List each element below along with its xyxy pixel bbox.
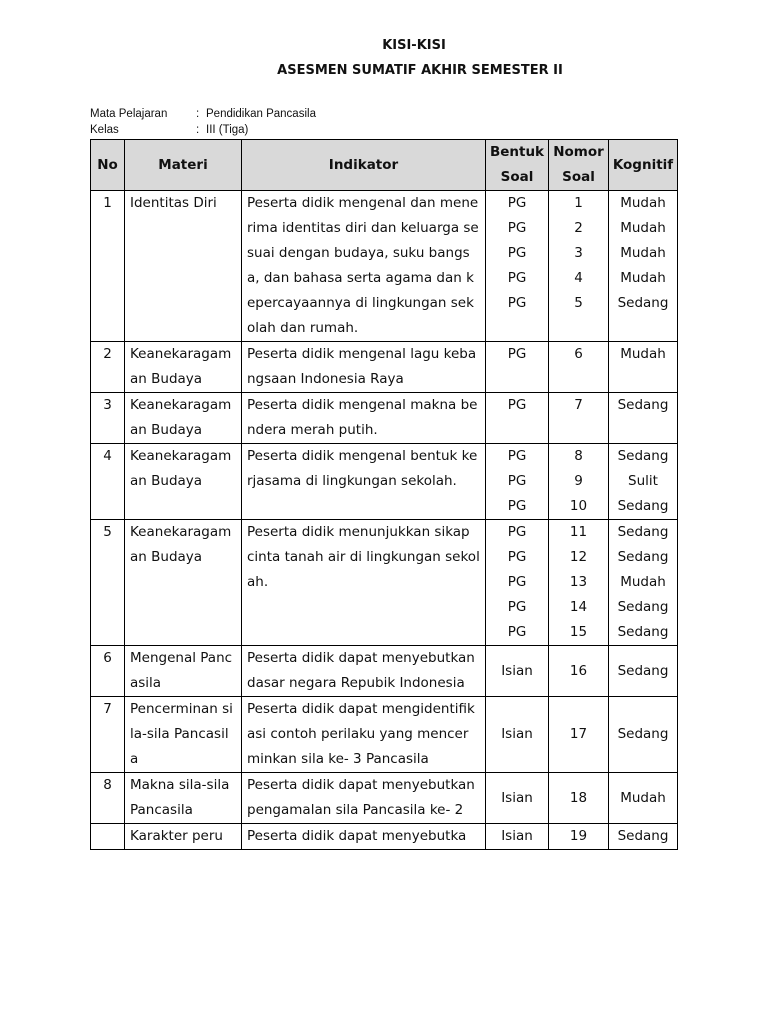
kognitif-value: Sedang [617,828,669,844]
row-kognitif [609,342,678,393]
table-row [91,393,678,444]
header-nomor-soal: Nomor Soal [549,140,609,191]
row-bentuk [486,444,549,520]
row-indikator: Peserta didik menunjukkan sikap cinta tanah air di lingkungan sekolah. [242,520,486,646]
nomor-value: 7 [574,397,583,413]
kognitif-value: Mudah [620,195,666,211]
kognitif-value: Mudah [620,574,666,590]
row-nomor [549,342,609,393]
row-number: 2 [91,342,125,393]
bentuk-value: PG [507,245,527,261]
nomor-value: 9 [574,473,583,489]
nomor-value: 18 [569,789,588,806]
bentuk-value: PG [507,473,527,489]
row-kognitif [609,697,678,773]
bentuk-value: PG [507,195,527,211]
row-bentuk [486,393,549,444]
nomor-value: 13 [569,574,588,590]
nomor-value: 6 [574,346,583,362]
kognitif-value: Sedang [617,599,669,615]
row-materi: Makna sila-sila Pancasila [125,773,242,824]
meta-value: III (Tiga) [206,124,249,136]
bentuk-value: PG [507,574,527,590]
kognitif-value: Sedang [617,397,669,413]
row-number: 6 [91,646,125,697]
kognitif-value: Mudah [620,270,666,286]
row-indikator: Peserta didik dapat mengidentifikasi contoh perilaku yang mencerminkan sila ke- 3 Pancasila [242,697,486,773]
meta-value: Pendidikan Pancasila [206,108,316,120]
row-kognitif [609,393,678,444]
bentuk-value: PG [507,346,527,362]
meta-label: Kelas [90,124,119,136]
row-kognitif [609,824,678,850]
bentuk-value: PG [507,295,527,311]
bentuk-value: PG [507,397,527,413]
kisi-kisi-table [90,139,678,850]
kognitif-value: Sedang [617,662,669,679]
bentuk-value: PG [507,549,527,565]
bentuk-value: PG [507,498,527,514]
row-bentuk [486,342,549,393]
nomor-value: 3 [574,245,583,261]
bentuk-value: PG [507,624,527,640]
table-header-row [91,140,678,191]
row-kognitif [609,444,678,520]
document-title: KISI-KISI [382,38,446,53]
table-row [91,191,678,342]
row-nomor [549,773,609,824]
row-number: 7 [91,697,125,773]
nomor-value: 14 [569,599,588,615]
row-number: 3 [91,393,125,444]
row-number: 8 [91,773,125,824]
row-materi: Mengenal Pancasila [125,646,242,697]
row-number: 4 [91,444,125,520]
row-materi: Keanekaragaman Budaya [125,520,242,646]
bentuk-value: PG [507,270,527,286]
header-no: No [91,140,125,191]
bentuk-value: Isian [501,726,533,742]
document-subtitle: ASESMEN SUMATIF AKHIR SEMESTER II [277,63,563,78]
row-bentuk [486,646,549,697]
table-row [91,342,678,393]
bentuk-value: PG [507,599,527,615]
header-indikator: Indikator [242,140,486,191]
bentuk-value: Isian [501,828,533,844]
kognitif-value: Sedang [617,549,669,565]
row-materi: Karakter peru [125,824,242,850]
row-bentuk [486,191,549,342]
bentuk-value: Isian [501,789,533,806]
header-bentuk-soal: Bentuk Soal [486,140,549,191]
kognitif-value: Mudah [620,346,666,362]
nomor-value: 11 [569,524,588,540]
nomor-value: 8 [574,448,583,464]
row-number: 1 [91,191,125,342]
kognitif-value: Sedang [617,524,669,540]
row-indikator: Peserta didik mengenal lagu kebangsaan Indonesia Raya [242,342,486,393]
bentuk-value: PG [507,448,527,464]
row-kognitif [609,646,678,697]
row-nomor [549,393,609,444]
kognitif-value: Mudah [620,789,666,806]
meta-label: Mata Pelajaran [90,108,168,120]
row-indikator: Peserta didik dapat menyebutkan pengamalan sila Pancasila ke- 2 [242,773,486,824]
row-materi: Pencerminan sila-sila Pancasila [125,697,242,773]
row-number: 5 [91,520,125,646]
row-materi: Keanekaragaman Budaya [125,393,242,444]
nomor-value: 5 [574,295,583,311]
bentuk-value: Isian [501,662,533,679]
table-row [91,773,678,824]
row-kognitif [609,191,678,342]
table-row [91,520,678,646]
nomor-value: 4 [574,270,583,286]
nomor-value: 10 [569,498,588,514]
table-row [91,444,678,520]
table-row [91,697,678,773]
table-row [91,824,678,850]
row-kognitif [609,773,678,824]
bentuk-value: PG [507,524,527,540]
row-indikator: Peserta didik mengenal dan menerima identitas diri dan keluarga sesuai dengan budaya, suku bangsa, dan bahasa serta agama dan kepercayaannya di lingkungan sekolah dan rumah. [242,191,486,342]
nomor-value: 16 [569,662,588,679]
kognitif-value: Sedang [617,448,669,464]
row-kognitif [609,520,678,646]
row-materi: Keanekaragaman Budaya [125,444,242,520]
row-indikator: Peserta didik dapat menyebutka [242,824,486,850]
nomor-value: 12 [569,549,588,565]
table-row [91,646,678,697]
row-indikator: Peserta didik mengenal makna bendera merah putih. [242,393,486,444]
kognitif-value: Sedang [617,295,669,311]
nomor-value: 2 [574,220,583,236]
row-nomor [549,824,609,850]
kognitif-value: Mudah [620,245,666,261]
header-materi: Materi [125,140,242,191]
meta-row-subject: Mata Pelajaran : Pendidikan Pancasila [90,108,316,120]
row-nomor [549,520,609,646]
kognitif-value: Sedang [617,498,669,514]
row-bentuk [486,520,549,646]
nomor-value: 19 [569,828,588,844]
row-materi: Keanekaragaman Budaya [125,342,242,393]
meta-row-class: Kelas : III (Tiga) [90,124,249,136]
bentuk-value: PG [507,220,527,236]
table-body [91,191,678,850]
row-number [91,824,125,850]
kognitif-value: Sulit [628,473,658,489]
kognitif-value: Sedang [617,624,669,640]
header-kognitif: Kognitif [609,140,678,191]
row-bentuk [486,824,549,850]
row-materi: Identitas Diri [125,191,242,342]
row-nomor [549,191,609,342]
row-indikator: Peserta didik dapat menyebutkan dasar negara Repubik Indonesia [242,646,486,697]
nomor-value: 17 [569,726,588,742]
row-nomor [549,444,609,520]
row-bentuk [486,697,549,773]
kognitif-value: Sedang [617,726,669,742]
kognitif-value: Mudah [620,220,666,236]
nomor-value: 15 [569,624,588,640]
row-bentuk [486,773,549,824]
row-indikator: Peserta didik mengenal bentuk kerjasama di lingkungan sekolah. [242,444,486,520]
row-nomor [549,697,609,773]
row-nomor [549,646,609,697]
nomor-value: 1 [574,195,583,211]
